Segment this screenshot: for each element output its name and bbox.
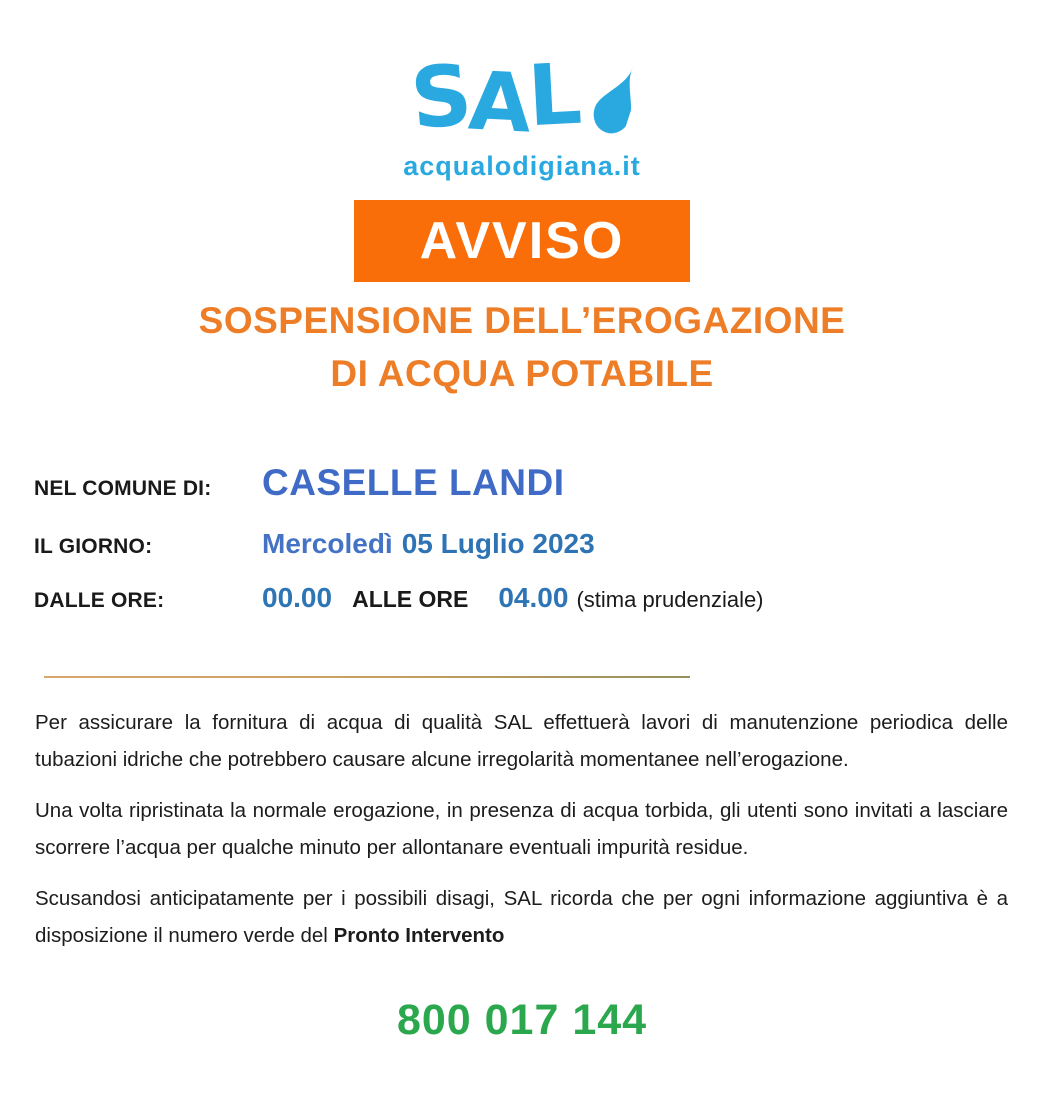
comune-label: NEL COMUNE DI: (34, 477, 212, 500)
logo-block (0, 0, 1044, 182)
alle-ore-label: ALLE ORE (352, 586, 469, 612)
paragraph-turbid-water: Una volta ripristinata la normale erogazione, in presenza di acqua torbida, gli utenti sono invitati a lasciare scorrere l’acqua per qualche minuto per allontanare eventuali impurità residue. (35, 799, 1008, 859)
detail-row-comune (34, 462, 1044, 504)
comune-value: CASELLE LANDI (262, 462, 565, 503)
sal-logo-text (407, 44, 582, 152)
paragraph-apology (35, 880, 1008, 954)
avviso-banner-label: AVVISO (419, 212, 625, 270)
giorno-label: IL GIORNO: (34, 535, 153, 558)
sal-letter-a: A (466, 54, 531, 152)
pronto-intervento-label: Pronto Intervento (333, 924, 505, 947)
notice-heading-line1: SOSPENSIONE DELL’EROGAZIONE (198, 300, 846, 341)
notice-details (0, 462, 1044, 614)
giorno-date-value: 05 Luglio 2023 (401, 528, 595, 559)
paragraph-apology-text: Scusandosi anticipatamente per i possibili disagi, SAL ricorda che per ogni informazione aggiuntiva è a disposizione il numero verde del (35, 887, 1008, 947)
ore-to-value: 04.00 (498, 582, 569, 613)
giorno-day-value: Mercoledì (262, 528, 393, 559)
notice-heading (0, 294, 1044, 400)
notice-heading-line2: DI ACQUA POTABILE (330, 353, 714, 394)
sal-letter-l: L (525, 44, 582, 146)
water-drop-icon (577, 53, 645, 147)
avviso-banner (354, 200, 690, 282)
phone-row (0, 996, 1044, 1045)
dalle-ore-label: DALLE ORE: (34, 589, 165, 612)
toll-free-number: 800 017 144 (396, 996, 648, 1044)
sal-logo (407, 44, 632, 152)
detail-row-ore (34, 582, 1044, 614)
sal-letter-s: S (407, 45, 474, 149)
paragraph-maintenance: Per assicurare la fornitura di acqua di qualità SAL effettuerà lavori di manutenzione periodica delle tubazioni idriche che potrebbero causare alcune irregolarità momentanee nell’erogazione. (35, 711, 1008, 771)
ore-note: (stima prudenziale) (576, 587, 764, 612)
logo-website-text: acqualodigiana.it (403, 151, 641, 181)
detail-row-giorno (34, 528, 1044, 560)
ore-from-value: 00.00 (262, 582, 333, 613)
notice-body (0, 678, 1044, 954)
